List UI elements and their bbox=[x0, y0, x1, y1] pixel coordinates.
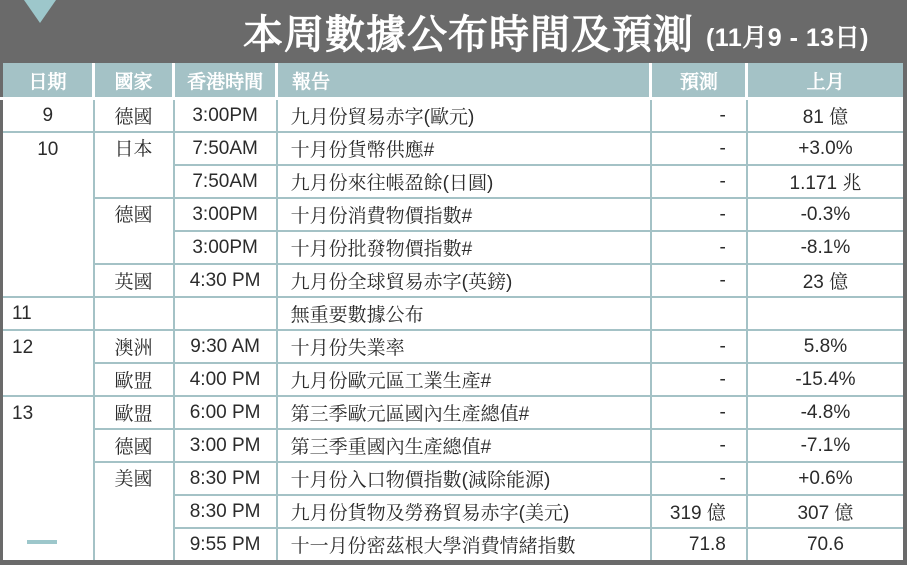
column-header-country: 國家 bbox=[94, 63, 174, 99]
country-cell: 英國 bbox=[94, 264, 174, 297]
data-release-table bbox=[0, 63, 907, 565]
time-cell: 3:00 PM bbox=[174, 429, 277, 462]
date-cell: 9 bbox=[2, 99, 94, 133]
forecast-cell: 71.8 bbox=[651, 528, 747, 563]
forecast-cell: - bbox=[651, 231, 747, 264]
country-cell: 澳洲 bbox=[94, 330, 174, 363]
date-cell: 13 bbox=[2, 396, 94, 563]
time-cell: 3:00PM bbox=[174, 99, 277, 133]
forecast-cell: - bbox=[651, 132, 747, 165]
date-cell: 11 bbox=[2, 297, 94, 330]
title-date-range: (11月9 - 13日) bbox=[705, 23, 869, 52]
forecast-cell: - bbox=[651, 198, 747, 231]
header-row bbox=[2, 63, 906, 99]
previous-cell: -4.8% bbox=[747, 396, 905, 429]
country-cell: 歐盟 bbox=[94, 363, 174, 396]
table-body bbox=[2, 99, 906, 563]
forecast-cell: - bbox=[651, 264, 747, 297]
table-row bbox=[2, 99, 906, 133]
table-row bbox=[2, 363, 906, 396]
page-title: 本周數據公布時間及預測 bbox=[242, 13, 694, 57]
forecast-cell: - bbox=[651, 165, 747, 198]
time-cell: 4:00 PM bbox=[174, 363, 277, 396]
time-cell: 6:00 PM bbox=[174, 396, 277, 429]
forecast-cell bbox=[651, 297, 747, 330]
table-row bbox=[2, 198, 906, 231]
report-cell: 九月份貨物及勞務貿易赤字(美元) bbox=[277, 495, 651, 528]
report-cell: 十月份貨幣供應# bbox=[277, 132, 651, 165]
time-cell: 8:30 PM bbox=[174, 495, 277, 528]
table-row bbox=[2, 330, 906, 363]
report-cell: 第三季重國內生產總值# bbox=[277, 429, 651, 462]
previous-cell: 1.171 兆 bbox=[747, 165, 905, 198]
country-cell bbox=[94, 297, 174, 330]
table-row bbox=[2, 132, 906, 165]
previous-cell: -0.3% bbox=[747, 198, 905, 231]
previous-cell: -15.4% bbox=[747, 363, 905, 396]
country-cell: 日本 bbox=[94, 132, 174, 198]
forecast-cell: - bbox=[651, 396, 747, 429]
previous-cell: 307 億 bbox=[747, 495, 905, 528]
report-cell: 九月份歐元區工業生產# bbox=[277, 363, 651, 396]
country-cell: 美國 bbox=[94, 462, 174, 563]
previous-cell bbox=[747, 297, 905, 330]
column-header-time: 香港時間 bbox=[174, 63, 277, 99]
column-header-forecast: 預測 bbox=[651, 63, 747, 99]
report-cell: 十月份批發物價指數# bbox=[277, 231, 651, 264]
column-header-date: 日期 bbox=[2, 63, 94, 99]
bottom-edge-accent bbox=[27, 540, 57, 544]
report-cell: 十月份入口物價指數(減除能源) bbox=[277, 462, 651, 495]
time-cell: 4:30 PM bbox=[174, 264, 277, 297]
forecast-cell: 319 億 bbox=[651, 495, 747, 528]
country-cell: 歐盟 bbox=[94, 396, 174, 429]
time-cell: 9:30 AM bbox=[174, 330, 277, 363]
table-header bbox=[2, 63, 906, 99]
time-cell: 7:50AM bbox=[174, 132, 277, 165]
date-cell: 10 bbox=[2, 132, 94, 297]
previous-cell: +3.0% bbox=[747, 132, 905, 165]
column-header-previous: 上月 bbox=[747, 63, 905, 99]
country-cell: 德國 bbox=[94, 99, 174, 133]
country-cell: 德國 bbox=[94, 198, 174, 264]
title-band bbox=[0, 0, 907, 63]
table-row bbox=[2, 429, 906, 462]
forecast-cell: - bbox=[651, 429, 747, 462]
date-cell: 12 bbox=[2, 330, 94, 396]
report-cell: 九月份來往帳盈餘(日圓) bbox=[277, 165, 651, 198]
country-cell: 德國 bbox=[94, 429, 174, 462]
time-cell: 8:30 PM bbox=[174, 462, 277, 495]
forecast-cell: - bbox=[651, 363, 747, 396]
report-cell: 九月份貿易赤字(歐元) bbox=[277, 99, 651, 133]
table-row bbox=[2, 297, 906, 330]
report-cell: 九月份全球貿易赤字(英鎊) bbox=[277, 264, 651, 297]
previous-cell: -8.1% bbox=[747, 231, 905, 264]
report-cell: 第三季歐元區國內生產總值# bbox=[277, 396, 651, 429]
time-cell: 9:55 PM bbox=[174, 528, 277, 563]
column-header-report: 報告 bbox=[277, 63, 651, 99]
title-bar bbox=[0, 0, 907, 63]
report-cell: 十一月份密茲根大學消費情緒指數 bbox=[277, 528, 651, 563]
report-cell: 十月份失業率 bbox=[277, 330, 651, 363]
previous-cell: +0.6% bbox=[747, 462, 905, 495]
time-cell: 3:00PM bbox=[174, 198, 277, 231]
table-row bbox=[2, 462, 906, 495]
previous-cell: 23 億 bbox=[747, 264, 905, 297]
previous-cell: 70.6 bbox=[747, 528, 905, 563]
time-cell: 7:50AM bbox=[174, 165, 277, 198]
report-cell: 十月份消費物價指數# bbox=[277, 198, 651, 231]
forecast-cell: - bbox=[651, 99, 747, 133]
previous-cell: -7.1% bbox=[747, 429, 905, 462]
time-cell bbox=[174, 297, 277, 330]
time-cell: 3:00PM bbox=[174, 231, 277, 264]
table-row bbox=[2, 396, 906, 429]
table-row bbox=[2, 264, 906, 297]
forecast-cell: - bbox=[651, 462, 747, 495]
report-cell: 無重要數據公布 bbox=[277, 297, 651, 330]
forecast-cell: - bbox=[651, 330, 747, 363]
previous-cell: 81 億 bbox=[747, 99, 905, 133]
previous-cell: 5.8% bbox=[747, 330, 905, 363]
